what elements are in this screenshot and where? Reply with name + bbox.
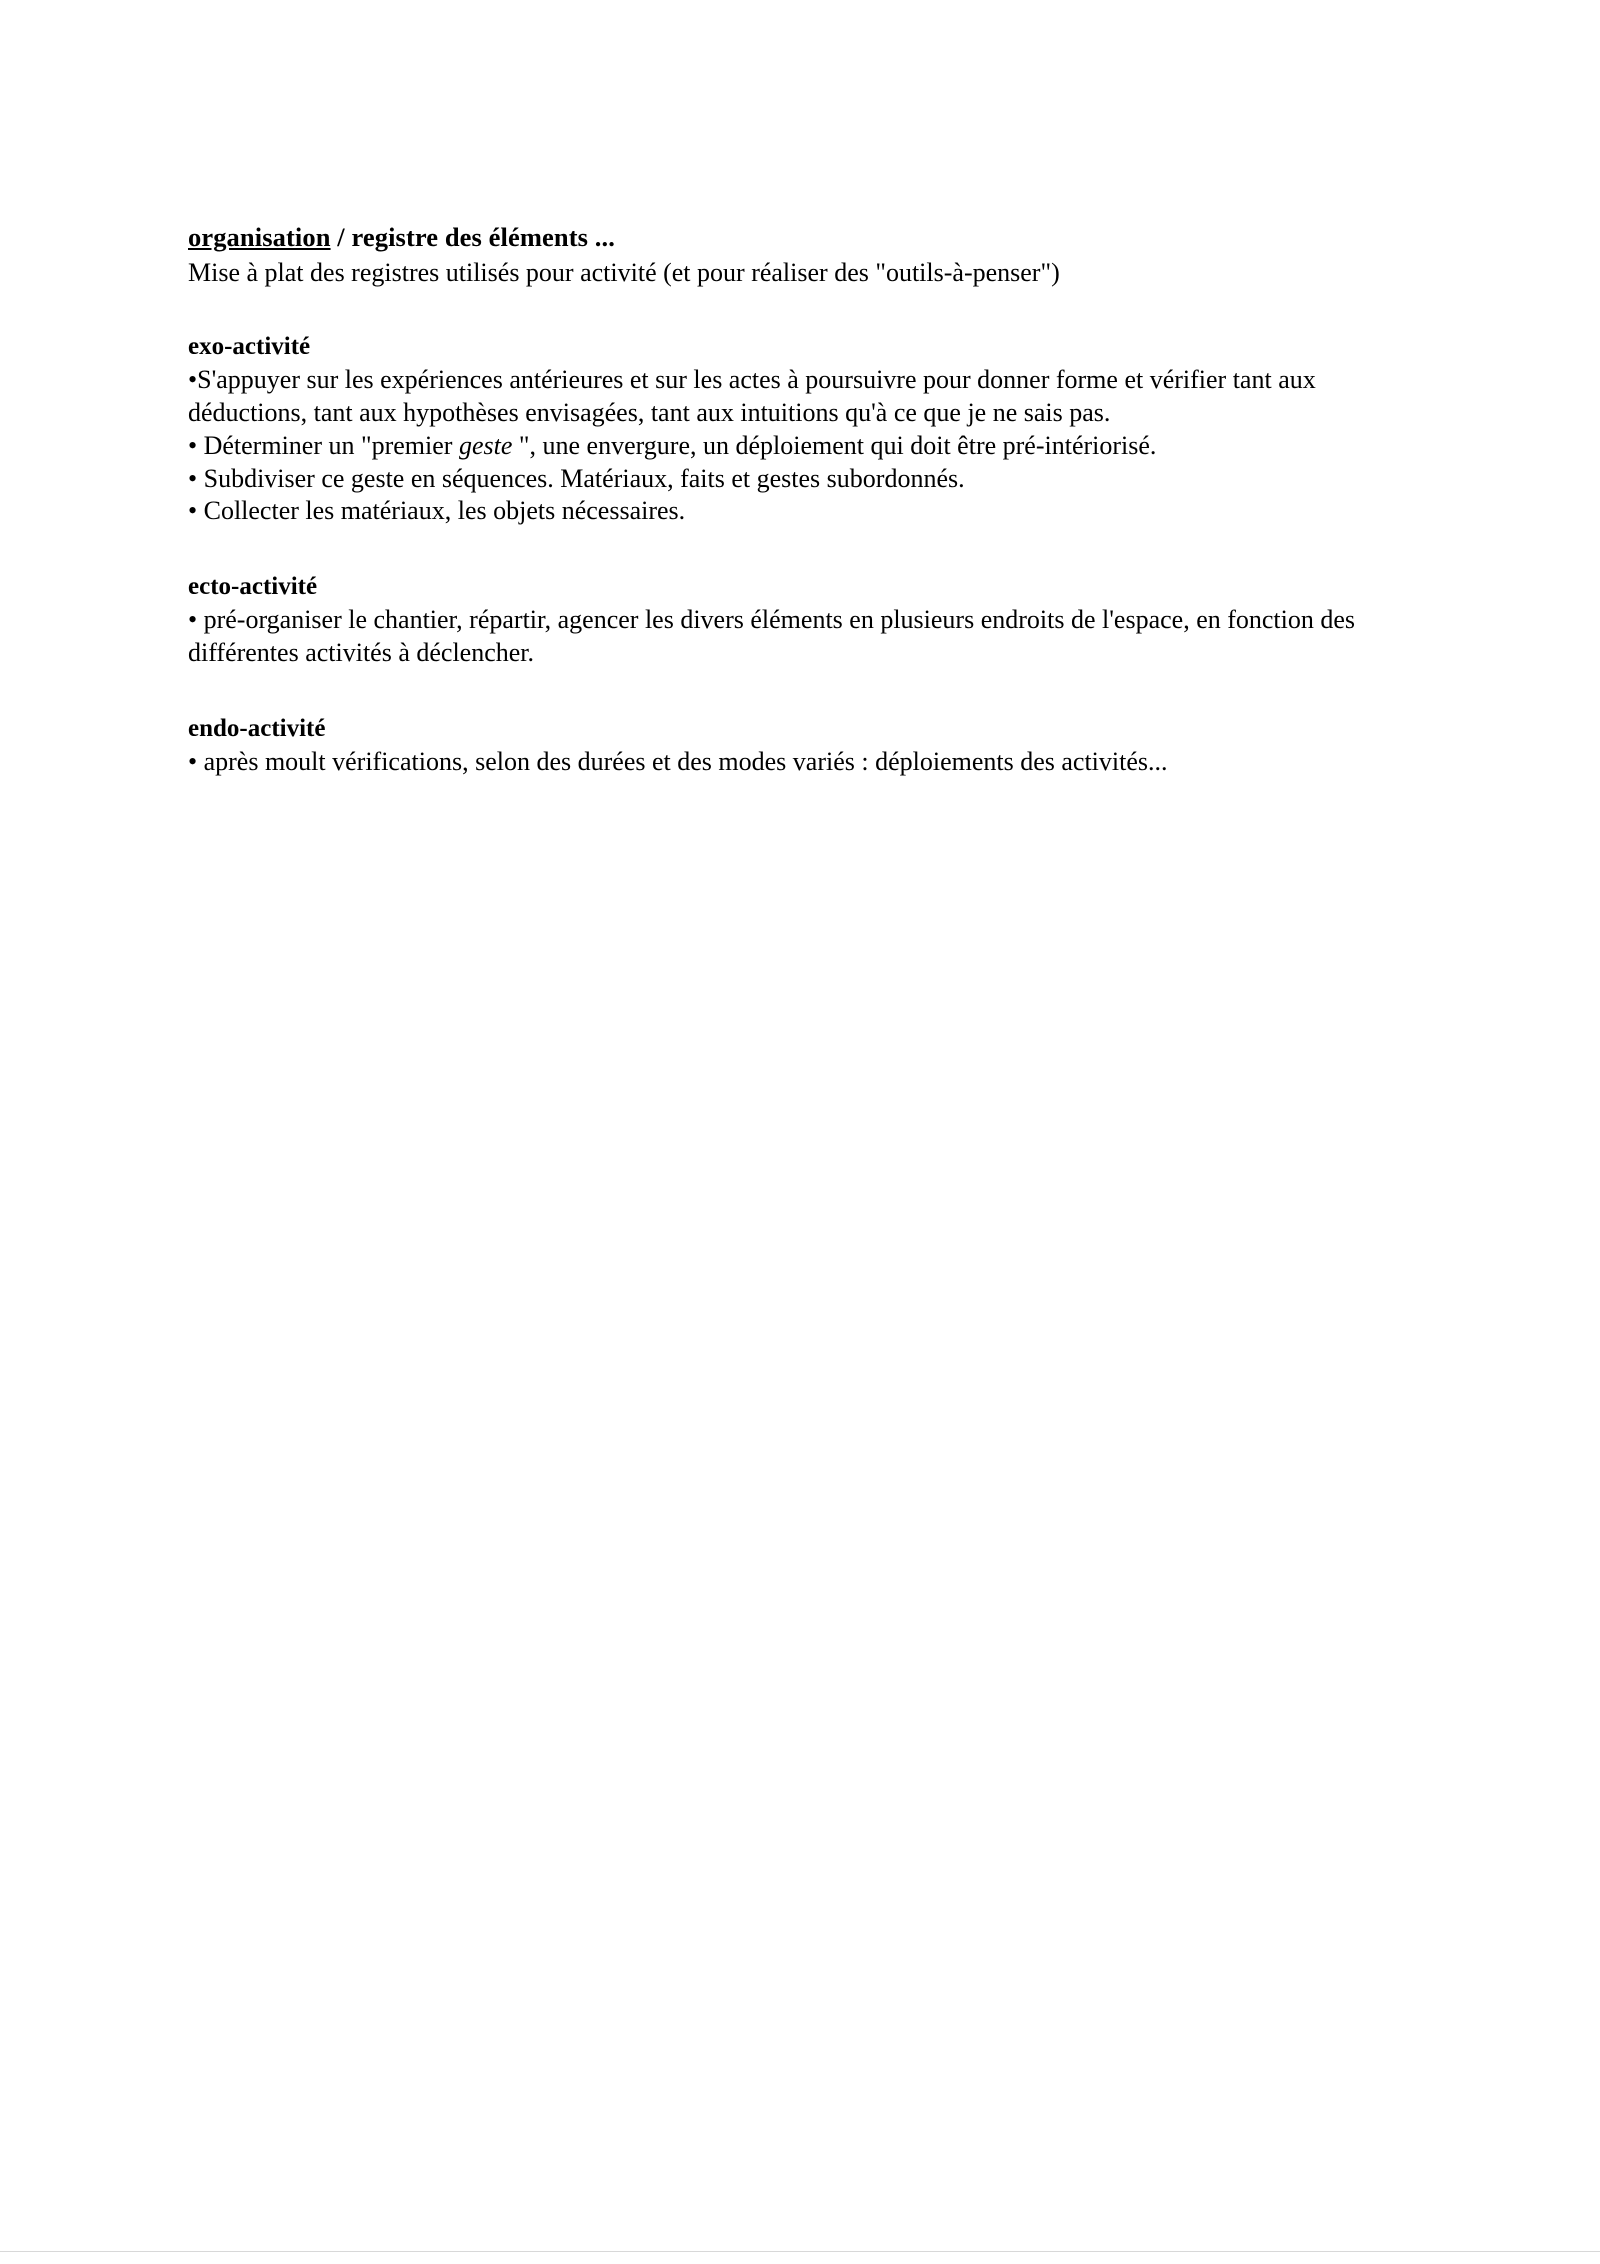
section-heading-exo: exo-activité <box>188 333 311 361</box>
page-title-underlined-part: organisation <box>188 222 331 252</box>
bullet-exo-2-emphasis: geste <box>458 430 513 460</box>
bullet-exo-2 <box>188 430 1428 463</box>
bullet-exo-1: •S'appuyer sur les expériences antérieures et sur les actes à poursuivre pour donner forme et vérifier tant aux déductions, tant aux hypothèses envisagées, tant aux intuitions qu'à ce que je ne sais pas. <box>188 365 1316 428</box>
page-footer-divider <box>0 2251 1600 2252</box>
document-body <box>188 222 1428 778</box>
page-title <box>188 222 1428 253</box>
section-exo-activite <box>188 332 1428 528</box>
bullet-exo-3: • Subdiviser ce geste en séquences. Matériaux, faits et gestes subordonnés. <box>188 463 965 493</box>
document-subtitle: Mise à plat des registres utilisés pour activité (et pour réaliser des "outils-à-penser") <box>188 258 1060 288</box>
section-endo-activite <box>188 714 1428 779</box>
page-title-rest: / registre des éléments ... <box>330 222 615 252</box>
bullet-endo-1: • après moult vérifications, selon des durées et des modes variés : déploiements des activités... <box>188 746 1168 776</box>
section-ecto-activite <box>188 572 1428 670</box>
bullet-exo-4: • Collecter les matériaux, les objets nécessaires. <box>188 496 686 526</box>
section-heading-ecto: ecto-activité <box>188 573 318 601</box>
section-heading-endo: endo-activité <box>188 714 326 742</box>
bullet-exo-2-part1: • Déterminer un "premier <box>188 430 459 460</box>
bullet-ecto-1: • pré-organiser le chantier, répartir, agencer les divers éléments en plusieurs endroits de l'espace, en fonction des différentes activités à déclencher. <box>188 605 1356 667</box>
bullet-exo-2-part2: ", une envergure, un déploiement qui doit être pré-intériorisé. <box>512 430 1157 460</box>
